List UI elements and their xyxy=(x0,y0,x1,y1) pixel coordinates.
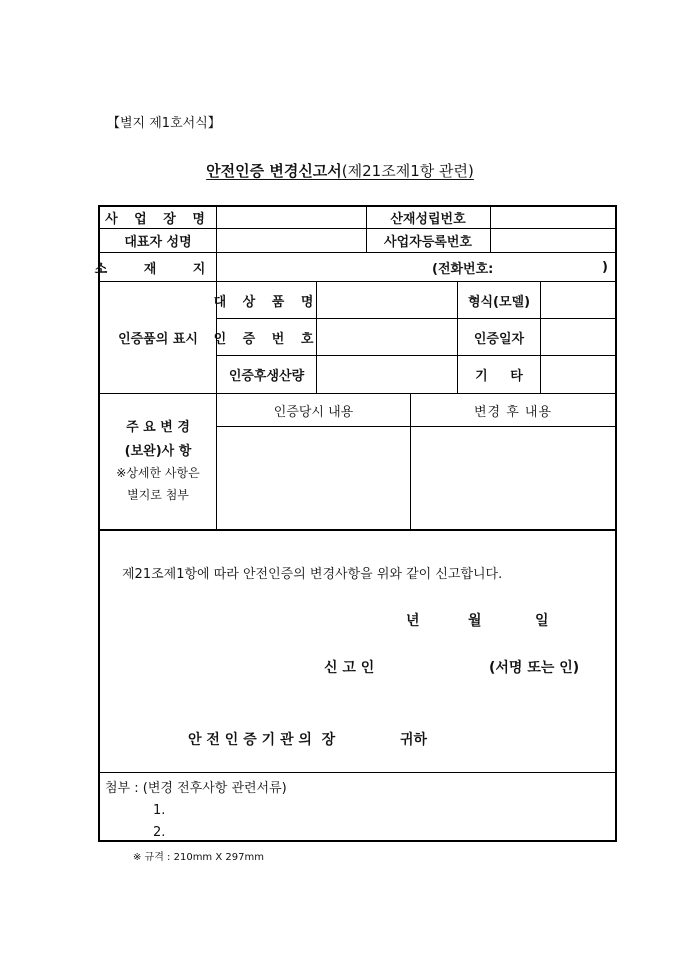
date-year: 년 xyxy=(406,613,420,629)
signature-label: (서명 또는 인) xyxy=(489,660,580,676)
section-divider xyxy=(100,772,615,773)
change-line-3: ※상세한 사항은 xyxy=(116,465,200,480)
label-business-name: 사 업 장 명 xyxy=(105,212,211,227)
attachment-item-2: 2. xyxy=(153,825,166,840)
change-line-2: (보완)사 항 xyxy=(124,443,192,459)
title-main: 안전인증 변경신고서 xyxy=(206,162,342,180)
label-representative: 대표자 성명 xyxy=(124,235,192,250)
column-divider xyxy=(490,207,491,252)
section-divider xyxy=(100,529,615,531)
row-divider xyxy=(217,426,615,427)
title-subtitle: (제21조제1항 관련) xyxy=(341,162,474,180)
honorific-label: 귀하 xyxy=(400,732,428,748)
label-etc: 기 타 xyxy=(475,369,523,384)
header-after-content: 변경 후 내용 xyxy=(473,404,553,420)
date-day: 일 xyxy=(535,613,549,629)
attachments-heading: 첨부 : (변경 전후사항 관련서류) xyxy=(105,781,287,796)
date-month: 월 xyxy=(468,613,482,629)
label-model: 형식(모델) xyxy=(467,294,531,310)
phone-close-paren: ) xyxy=(602,259,608,275)
declaration-statement: 제21조제1항에 따라 안전인증의 변경사항을 위와 같이 신고합니다. xyxy=(122,567,503,582)
paper-spec-note: ※ 규격 : 210mm X 297mm xyxy=(133,852,264,863)
label-cert-no: 인 증 번 호 xyxy=(213,331,320,347)
form-number-label: 【별지 제1호서식】 xyxy=(107,116,221,131)
label-business-reg-no: 사업자등록번호 xyxy=(384,235,472,250)
label-phone: (전화번호: xyxy=(432,261,494,277)
header-before-content: 인증당시 내용 xyxy=(273,404,354,420)
label-accident-no: 산재성립번호 xyxy=(390,212,466,227)
label-address: 소 재 지 xyxy=(94,261,222,277)
form-table xyxy=(94,205,617,842)
page-title xyxy=(0,160,680,181)
applicant-label: 신 고 인 xyxy=(324,660,375,676)
recipient-label: 안 전 인 증 기 관 의 장 xyxy=(188,732,336,748)
attachment-item-1: 1. xyxy=(153,803,166,818)
label-post-production: 인증후생산량 xyxy=(228,369,305,384)
label-cert-date: 인증일자 xyxy=(473,331,525,347)
change-line-4: 별지로 첨부 xyxy=(127,487,189,502)
label-product-name: 대 상 품 명 xyxy=(213,294,320,310)
change-line-1: 주 요 변 경 xyxy=(126,419,190,435)
label-product-section: 인증품의 표시 xyxy=(118,332,198,347)
column-divider xyxy=(540,281,541,393)
